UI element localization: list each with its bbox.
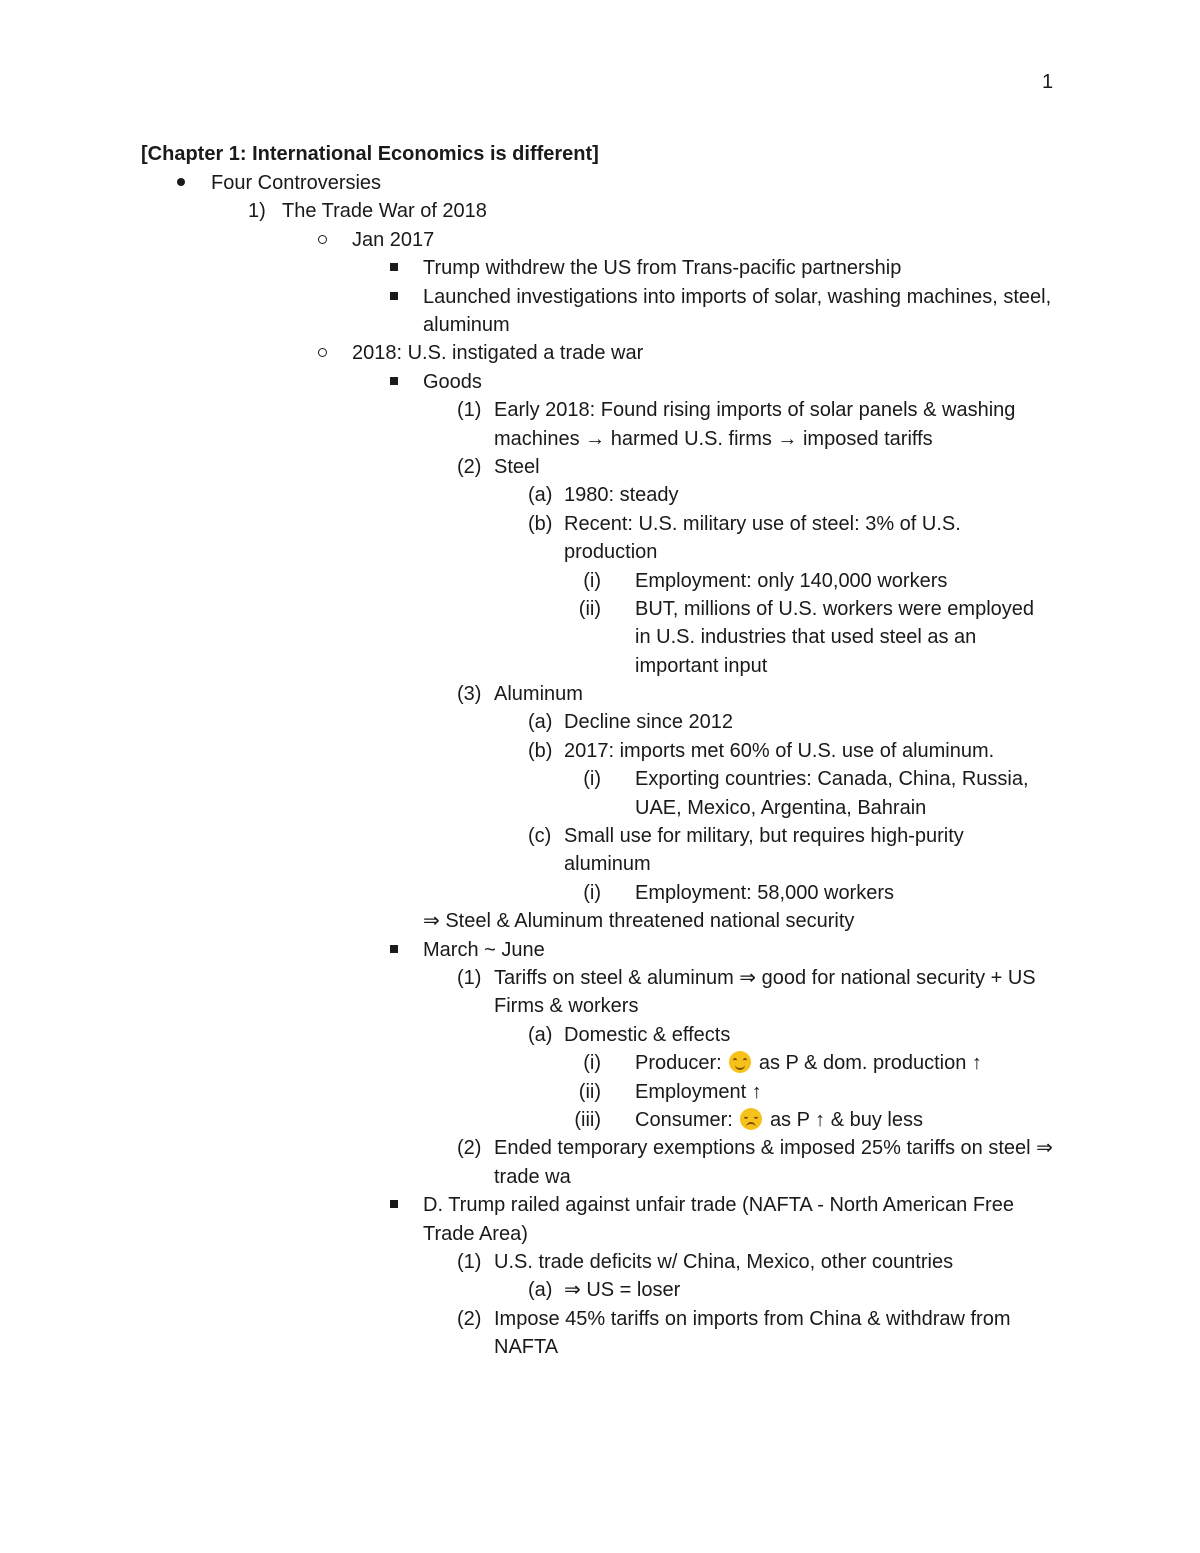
list-item: (i) Exporting countries: Canada, China, Russia, UAE, Mexico, Argentina, Bahrain	[583, 768, 1029, 819]
list-item: Trump withdrew the US from Trans-pacific partnership	[0, 254, 1200, 282]
list-item: (a) Decline since 2012	[528, 711, 733, 734]
list-item: Four Controversies	[0, 169, 1200, 197]
outline	[0, 169, 1200, 1362]
list-item: D. Trump railed against unfair trade (NAFTA - North American Free Trade Area)	[0, 1191, 1200, 1248]
bullet-square-icon	[390, 254, 398, 282]
bullet-square-icon	[390, 283, 398, 311]
list-item: ⇒ Steel & Aluminum threatened national security	[423, 910, 855, 933]
bullet-square-icon	[390, 1191, 398, 1219]
list-item: March ~ June	[0, 936, 1200, 964]
list-item: (2) Ended temporary exemptions & imposed 25% tariffs on steel ⇒ trade wa	[457, 1137, 1053, 1188]
bullet-circle-icon	[318, 339, 327, 367]
list-item: (2) Impose 45% tariffs on imports from China & withdraw from NAFTA	[457, 1307, 1011, 1359]
list-item: (i) Producer: as P & dom. production ↑	[583, 1052, 982, 1075]
list-item: Goods	[0, 368, 1200, 396]
list-item: (ii) BUT, millions of U.S. workers were employed in U.S. industries that used steel as an important input	[578, 597, 1035, 677]
list-item: (i) Employment: 58,000 workers	[583, 881, 895, 904]
bullet-square-icon	[390, 936, 398, 964]
bullet-square-icon	[390, 368, 398, 396]
list-item: (c) Small use for military, but requires high-purity aluminum	[528, 825, 964, 876]
list-item: (1) U.S. trade deficits w/ China, Mexico, other countries	[457, 1250, 954, 1273]
list-item: 2018: U.S. instigated a trade war	[0, 339, 1200, 367]
bullet-dot-icon	[177, 169, 185, 197]
list-item: (2) Steel	[457, 455, 540, 478]
page-number: 1	[1042, 71, 1054, 93]
list-item: (ii) Employment ↑	[578, 1080, 762, 1103]
list-item: (1) Early 2018: Found rising imports of solar panels & washing machines → harmed U.S. firms → imposed tariffs	[457, 399, 1016, 450]
list-item: (a) Domestic & effects	[528, 1023, 731, 1046]
bullet-circle-icon	[318, 226, 327, 254]
list-item: (3) Aluminum	[457, 683, 583, 706]
list-item: (iii) Consumer: as P ↑ & buy less	[574, 1109, 923, 1131]
list-item: Jan 2017	[0, 226, 1200, 254]
list-item: (b) 2017: imports met 60% of U.S. use of aluminum.	[528, 739, 995, 762]
list-item: (a) ⇒ US = loser	[528, 1279, 681, 1302]
chapter-title: [Chapter 1: International Economics is different]	[141, 143, 599, 165]
sad-face-icon	[740, 1108, 762, 1130]
list-item: (b) Recent: U.S. military use of steel: 3% of U.S. production	[528, 512, 961, 564]
smiling-face-icon	[729, 1051, 751, 1073]
list-item: (1) Tariffs on steel & aluminum ⇒ good for national security + US Firms & workers	[457, 967, 1036, 1018]
list-item: Launched investigations into imports of solar, washing machines, steel, aluminum	[0, 283, 1200, 340]
list-item: (a) 1980: steady	[528, 484, 679, 507]
list-item: (i) Employment: only 140,000 workers	[583, 569, 948, 592]
list-item: 1) The Trade War of 2018	[248, 200, 487, 223]
